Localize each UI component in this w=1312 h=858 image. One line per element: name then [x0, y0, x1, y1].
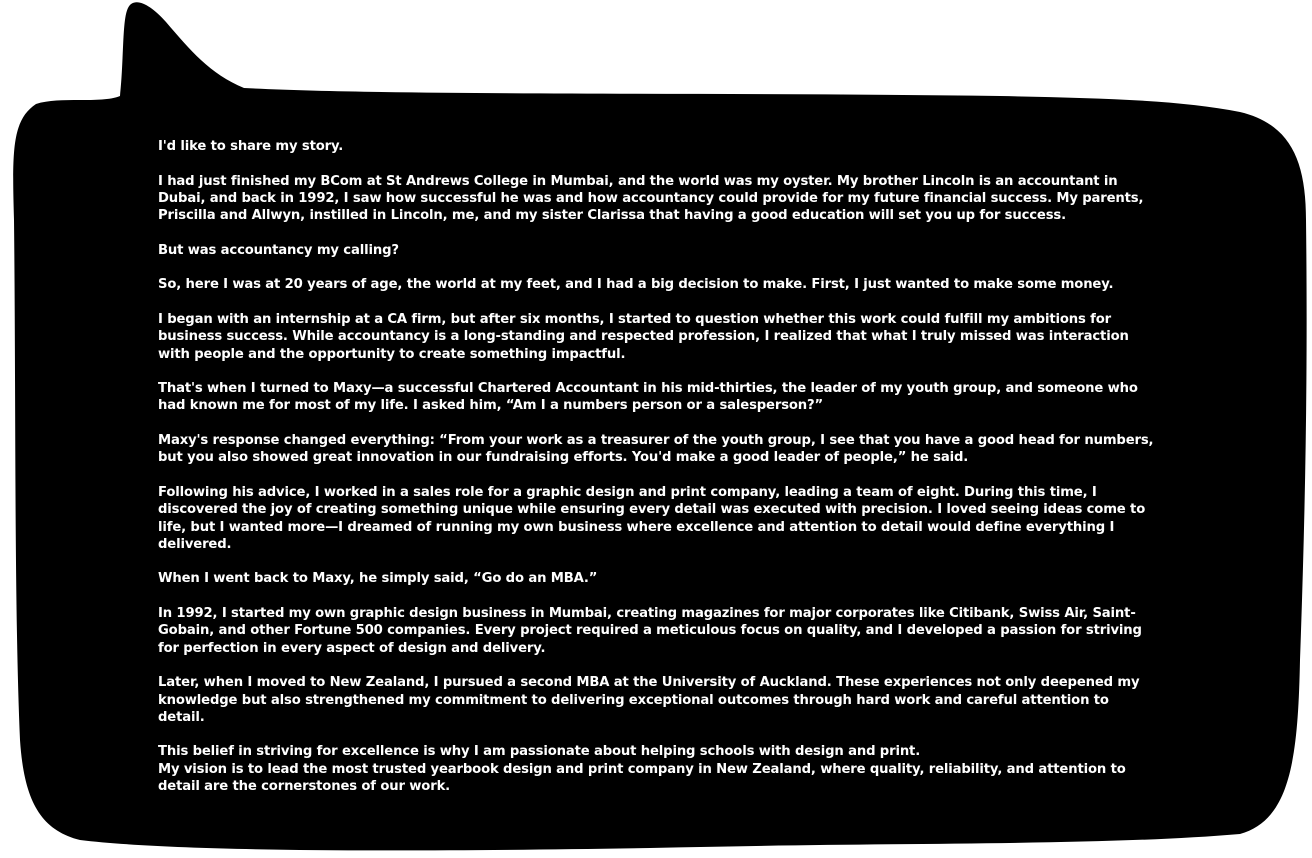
story-paragraph: My vision is to lead the most trusted yearbook design and print company in New Zealand, where quality, reliability, and attention to detail are the cornerstones of our work.: [158, 761, 1126, 794]
story-paragraph: Later, when I moved to New Zealand, I pursued a second MBA at the University of Auckland. These experiences not only deepened my knowledge but also strengthened my commitment to delivering exceptional outcomes through hard work and careful attention to detail.: [158, 675, 1140, 725]
story-paragraph: I'd like to share my story.: [158, 139, 344, 154]
story-paragraph: I had just finished my BCom at St Andrews College in Mumbai, and the world was my oyster. My brother Lincoln is an accountant in Dubai, and back in 1992, I saw how successful he was and how accountancy could provide for my future financial success. My parents, Priscilla and Allwyn, instilled in Lincoln, me, and my sister Clarissa that having a good education will set you up for success.: [158, 173, 1144, 224]
story-paragraph: When I went back to Maxy, he simply said, “Go do an MBA.”: [158, 571, 598, 587]
story-paragraph: Maxy's response changed everything: “From your work as a treasurer of the youth group, I see that you have a good head for numbers, but you also showed great innovation in our fundraising efforts. You'd make a good leader of people,” he said.: [158, 433, 1154, 466]
story-paragraph: In 1992, I started my own graphic design business in Mumbai, creating magazines for major corporates like Citibank, Swiss Air, Saint-Gobain, and other Fortune 500 companies. Every project required a meticulous focus on quality, and I developed a passion for striving for perfection in every aspect of design and delivery.: [158, 606, 1142, 656]
story-paragraph: Following his advice, I worked in a sales role for a graphic design and print company, leading a team of eight. During this time, I discovered the joy of creating something unique while ensuring every detail was executed with precision. I loved seeing ideas come to life, but I wanted more—I dreamed of running my own business where excellence and attention to detail would define everything I delivered.: [158, 484, 1146, 552]
story-paragraph: But was accountancy my calling?: [158, 242, 399, 258]
story-paragraph: So, here I was at 20 years of age, the world at my feet, and I had a big decision to make. First, I just wanted to make some money.: [158, 277, 1114, 293]
story-paragraph: This belief in striving for excellence is why I am passionate about helping schools with design and print.: [158, 744, 921, 760]
story-paragraph: That's when I turned to Maxy—a successful Chartered Accountant in his mid-thirties, the leader of my youth group, and someone who had known me for most of my life. I asked him, “Am I a numbers person or a salesperson?”: [158, 381, 1138, 414]
story-text: [158, 138, 1158, 813]
story-paragraph: I began with an internship at a CA firm, but after six months, I started to question whether this work could fulfill my ambitions for business success. While accountancy is a long-standing and respected profession, I realized that what I truly missed was interaction with people and the opportunity to create something impactful.: [158, 311, 1129, 362]
